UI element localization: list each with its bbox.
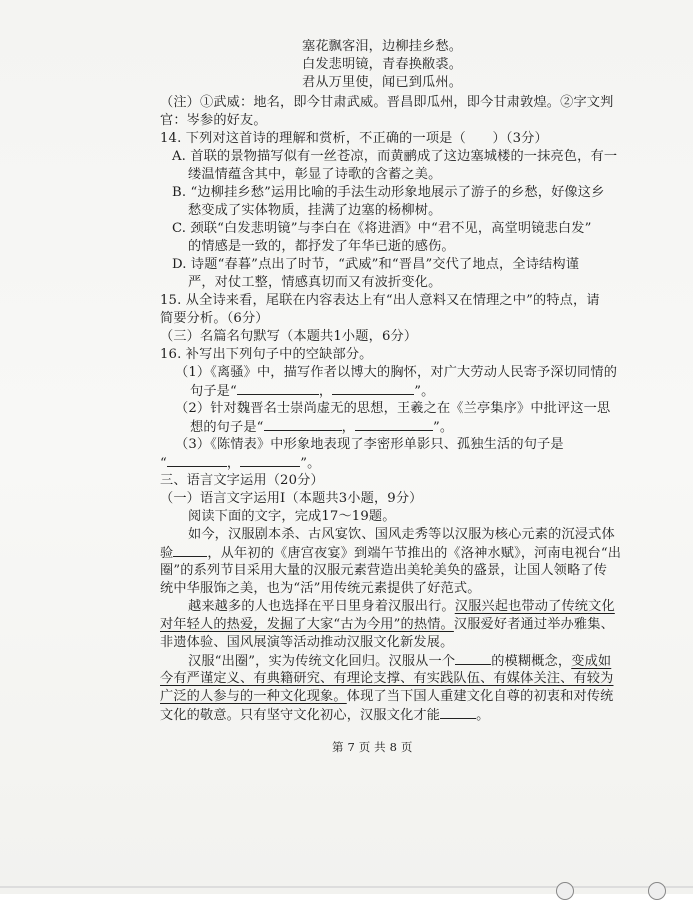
passage-p2-line-2-plain: 汉服爱好者通过举办雅集、: [453, 617, 614, 632]
passage-p1-line-1: 如今，汉服剧本杀、古风宴饮、国风走秀等以汉服为核心元素的沉浸式体: [188, 527, 615, 542]
page-number-footer: 第 7 页 共 8 页: [332, 740, 413, 754]
q16-part1-comma: ，: [318, 384, 333, 399]
q16-part1-line-1: （1）《离骚》中，描写作者以博大的胸怀，对广大劳动人民寄予深切同情的: [175, 365, 618, 380]
q16-part1-prefix: 句子是“: [190, 384, 237, 399]
passage-p3-line-3-plain: 体现了当下国人重建文化自尊的初衷和对传统: [346, 689, 614, 704]
q16-part2-answer-line: [190, 418, 453, 437]
passage-p3-line-4-post: 。: [476, 708, 490, 723]
answer-blank[interactable]: [167, 454, 227, 467]
reading-instruction: 阅读下面的文字，完成17～19题。: [188, 509, 396, 524]
passage-p3-line-4-pre: 文化的敬意。只有坚守文化初心，汉服文化才能: [160, 708, 441, 723]
passage-p3-line-3: [160, 688, 613, 706]
passage-p2-line-1: [188, 598, 615, 616]
passage-p3-line-1-pre: 汉服“出圈”，实为传统文化回归。汉服从一个: [188, 654, 456, 669]
q16-part3-comma: ，: [226, 456, 241, 471]
option-c-line-1: C. 颈联“白发悲明镜”与李白在《将进酒》中“君不见，高堂明镜悲白发”: [172, 221, 592, 236]
poem-line-1: 塞花飘客泪，边柳挂乡愁。: [302, 39, 463, 54]
poem-line-2: 白发悲明镜，青春换敝裘。: [302, 57, 463, 72]
q16-part3-answer-line: [160, 454, 320, 473]
underlined-sentence: 广泛的人参与的一种文化现象。: [160, 689, 347, 704]
annotation-line-2: 官：岑参的好友。: [160, 113, 267, 128]
answer-blank[interactable]: [440, 706, 476, 719]
underlined-sentence: 今有严谨定义、有典籍研究、有理论支撑、有实践队伍、有媒体关注、有较为: [160, 671, 614, 686]
subsection-1-heading: （一）语言文字运用Ⅰ（本题共3小题，9分）: [160, 491, 423, 506]
option-b-line-2: 愁变成了实体物质，挂满了边塞的杨柳树。: [188, 203, 442, 218]
answer-blank[interactable]: [240, 454, 300, 467]
passage-p1-line-2-post: ，从年初的《唐宫夜宴》到端午节推出的《洛神水赋》，河南电视台“出: [207, 546, 622, 561]
question-15-line-1: 15. 从全诗来看，尾联在内容表达上有“出人意料又在情理之中”的特点，请: [160, 293, 600, 308]
option-d-line-2: 严，对仗工整，情感真切而又有波折变化。: [188, 275, 442, 290]
q16-part3-prefix: “: [160, 456, 167, 471]
question-14-stem: 14. 下列对这首诗的理解和赏析，不正确的一项是（ ）（3分）: [160, 131, 548, 146]
answer-blank[interactable]: [264, 418, 342, 431]
passage-p3-line-2: [160, 670, 613, 688]
passage-p2-line-1-plain: 越来越多的人也选择在平日里身着汉服出行。: [188, 599, 455, 614]
option-a-line-1: A. 首联的景物描写似有一丝苍凉，而黄鹂成了这边塞城楼的一抹亮色，有一: [172, 149, 618, 164]
answer-blank[interactable]: [332, 382, 414, 395]
passage-p3-line-4: [160, 706, 489, 725]
poem-line-3: 君从万里使，闻已到瓜州。: [302, 75, 463, 90]
underlined-sentence: 汉服兴起也带动了传统文化: [454, 599, 615, 614]
section-3-heading: （三）名篇名句默写（本题共1小题，6分）: [160, 329, 418, 344]
passage-p2-line-2: [160, 616, 614, 634]
passage-p2-line-3: 非遗体验、国风展演等活动推动汉服文化新发展。: [160, 635, 454, 650]
q16-part3-line-1: （3）《陈情表》中形象地表现了李密形单影只、孤独生活的句子是: [175, 437, 564, 452]
answer-blank[interactable]: [455, 652, 491, 665]
scan-edge-line: [0, 886, 693, 888]
q16-part1-answer-line: [190, 382, 434, 401]
question-16-stem: 16. 补写出下列句子中的空缺部分。: [160, 347, 373, 362]
annotation-line-1: （注）①武威：地名，即今甘肃武威。晋昌即瓜州，即今甘肃敦煌。②字文判: [160, 95, 614, 110]
passage-p1-line-4: 统中华服饰之美，也为“活”用传统元素提供了好范式。: [160, 581, 481, 596]
passage-p1-line-3: 圈”的系列节目采用大量的汉服元素营造出美轮美奂的盛景，让国人领略了传: [160, 563, 608, 578]
q16-part2-suffix: ”。: [432, 420, 454, 435]
q16-part2-prefix: 想的句子是“: [190, 420, 264, 435]
q16-part1-suffix: ”。: [414, 384, 435, 399]
answer-blank[interactable]: [355, 418, 433, 431]
passage-p3-line-1: [188, 652, 611, 671]
part-3-heading: 三、语言文字运用（20分）: [160, 473, 324, 488]
passage-p1-line-2: [160, 544, 621, 563]
option-b-line-1: B. “边柳挂乡愁”运用比喻的手法生动形象地展示了游子的乡愁，好像这乡: [172, 185, 605, 200]
q16-part2-line-1: （2）针对魏晋名士崇尚虚无的思想，王羲之在《兰亭集序》中批评这一思: [175, 401, 611, 416]
question-15-line-2: 简要分析。（6分）: [160, 311, 269, 326]
underlined-sentence: 对年轻人的热爱，发掘了大家“古为今用”的热情。: [160, 617, 454, 632]
scan-corner-mark: [648, 882, 666, 900]
scan-corner-mark: [556, 882, 574, 900]
option-d-line-1: D. 诗题“春暮”点出了时节，“武威”和“晋昌”交代了地点，全诗结构谨: [172, 257, 580, 272]
underlined-sentence: 变成如: [571, 654, 612, 669]
option-c-line-2: 的情感是一致的，都抒发了年华已逝的感伤。: [188, 239, 455, 254]
passage-p3-line-1-mid: 的模糊概念，: [491, 654, 572, 669]
answer-blank[interactable]: [173, 544, 207, 557]
q16-part3-suffix: ”。: [300, 456, 321, 471]
passage-p1-line-2-pre: 验: [160, 546, 174, 561]
q16-part2-comma: ，: [341, 420, 355, 435]
answer-blank[interactable]: [237, 382, 319, 395]
option-a-line-2: 缕温情蕴含其中，彰显了诗歌的含蓄之美。: [188, 167, 442, 182]
